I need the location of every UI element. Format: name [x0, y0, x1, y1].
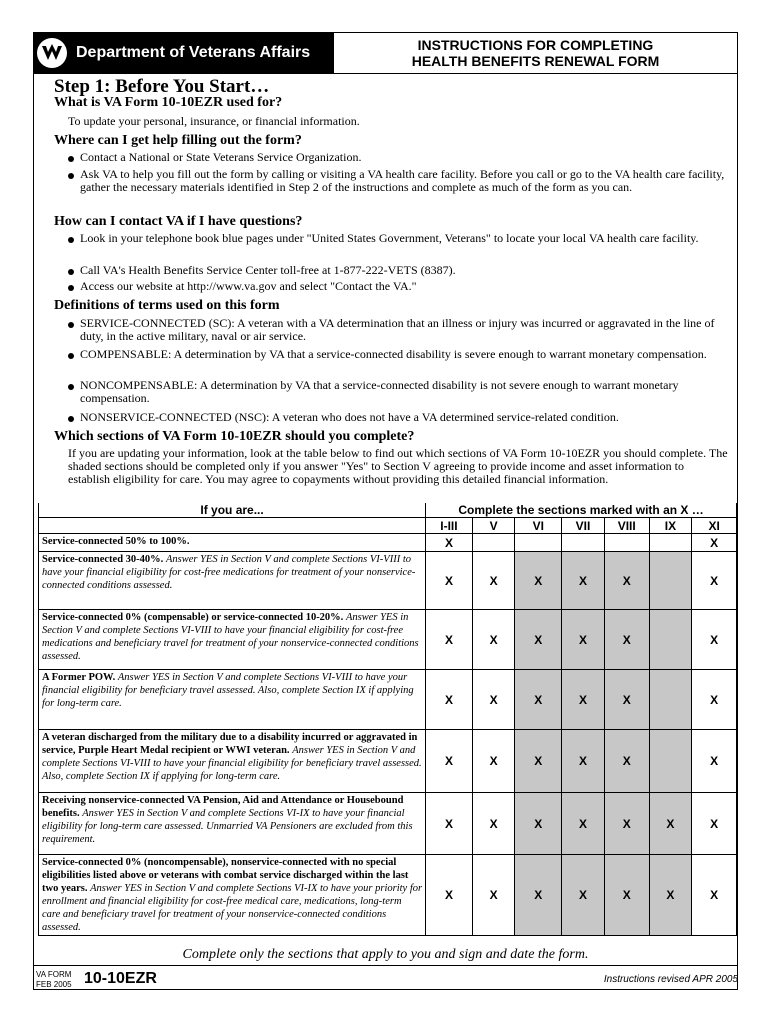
section-mark-cell	[649, 670, 692, 730]
section-mark-cell	[472, 534, 515, 552]
revised-note: Instructions revised APR 2005	[603, 974, 738, 985]
section-mark-cell: X	[562, 552, 605, 610]
contact-bullet-1: Look in your telephone book blue pages under "United States Government, Veterans" to locate your local VA health care facility.	[68, 232, 730, 245]
section-mark-cell: X	[426, 855, 473, 936]
used-for-heading: What is VA Form 10-10EZR used for?	[54, 95, 283, 110]
section-mark-cell	[604, 534, 649, 552]
section-mark-cell: X	[515, 793, 562, 855]
definition-nonservice-connected: NONSERVICE-CONNECTED (NSC): A veteran who does not have a VA determined service-related condition.	[68, 411, 740, 424]
section-mark-cell	[562, 534, 605, 552]
table-row	[39, 552, 737, 610]
section-mark-cell: X	[472, 730, 515, 793]
section-mark-cell	[649, 610, 692, 670]
va-seal-icon	[37, 38, 67, 68]
section-mark-cell: X	[426, 793, 473, 855]
eligibility-cell	[39, 610, 426, 670]
section-mark-cell: X	[562, 793, 605, 855]
section-mark-cell: X	[515, 730, 562, 793]
eligibility-title: Service-connected 0% (noncompensable), nonservice-connected with no special eligibilities listed above or veterans with combat service discharged within the last two years.	[42, 857, 409, 894]
form-title-line1: INSTRUCTIONS FOR COMPLETING	[417, 37, 654, 53]
table-row	[39, 793, 737, 855]
section-mark-cell: X	[562, 670, 605, 730]
complete-header: Complete the sections marked with an X …	[426, 503, 737, 518]
eligibility-title: A Former POW.	[42, 672, 116, 683]
va-form-text: VA FORM	[36, 970, 72, 979]
eligibility-cell	[39, 534, 426, 552]
column-header-row	[39, 518, 737, 534]
definition-noncompensable: NONCOMPENSABLE: A determination by VA that a service-connected disability is not severe enough to warrant monetary compensation.	[68, 379, 740, 405]
eligibility-title: Service-connected 30-40%.	[42, 554, 164, 565]
blank-header-cell	[39, 518, 426, 534]
section-mark-cell: X	[515, 552, 562, 610]
section-mark-cell: X	[692, 855, 737, 936]
eligibility-title: A veteran discharged from the military due to a disability incurred or aggravated in service, Purple Heart Medal recipient or WWI veteran.	[42, 732, 418, 756]
section-mark-cell: X	[562, 855, 605, 936]
form-label	[36, 970, 72, 990]
help-heading: Where can I get help filling out the form?	[54, 133, 302, 148]
eligibility-title: Service-connected 50% to 100%.	[42, 536, 190, 547]
table-row	[39, 534, 737, 552]
bottom-divider	[34, 965, 737, 966]
which-heading: Which sections of VA Form 10-10EZR should you complete?	[54, 429, 415, 444]
section-mark-cell	[649, 730, 692, 793]
section-mark-cell: X	[562, 730, 605, 793]
section-mark-cell: X	[426, 730, 473, 793]
contact-bullet-2: Call VA's Health Benefits Service Center toll-free at 1-877-222-VETS (8387).	[68, 264, 730, 277]
section-mark-cell: X	[472, 855, 515, 936]
eligibility-cell	[39, 730, 426, 793]
form-title-line2: HEALTH BENEFITS RENEWAL FORM	[411, 53, 660, 69]
section-mark-cell	[649, 534, 692, 552]
footnote: Complete only the sections that apply to you and sign and date the form.	[182, 947, 589, 962]
col-header: IX	[649, 518, 692, 534]
section-mark-cell: X	[515, 670, 562, 730]
which-text: If you are updating your information, look at the table below to find out which sections of VA Form 10-10EZR you should complete. The shaded sections should be completed only if you answer "Yes" to Section V agreeing to provide income and asset information to establish eligibility for care. You may agree to copayments without providing this detailed financial information.	[68, 446, 728, 486]
sections-table	[38, 503, 737, 936]
contact-heading: How can I contact VA if I have questions?	[54, 214, 303, 229]
definitions-heading: Definitions of terms used on this form	[54, 298, 280, 313]
section-mark-cell: X	[426, 534, 473, 552]
form-page	[33, 32, 738, 990]
eligibility-note: Answer YES in Section V and complete Sections VI-IX to have your priority for enrollment and financial eligibility for cost-free medical care, medications, long-term care and beneficiary travel for treatment of your nonservice-connected conditions assessed.	[42, 883, 423, 933]
section-mark-cell: X	[472, 793, 515, 855]
eligibility-note: Answer YES in Section V and complete Sections VI-VIII to have your financial eligibility for cost-free medications and beneficiary travel for treatment of your nonservice-connected conditions assessed.	[42, 612, 419, 662]
section-mark-cell: X	[604, 670, 649, 730]
table-body	[39, 534, 737, 936]
col-header: VI	[515, 518, 562, 534]
section-mark-cell: X	[692, 793, 737, 855]
table-row	[39, 670, 737, 730]
eligibility-cell	[39, 793, 426, 855]
section-mark-cell: X	[692, 534, 737, 552]
eligibility-note: Answer YES in Section V and complete Sections VI-VIII to have your financial eligibility for beneficiary travel assessed. Also, complete Section IX if applying for long-term care.	[42, 745, 422, 782]
form-number: 10-10EZR	[84, 970, 157, 987]
section-mark-cell: X	[604, 793, 649, 855]
help-bullet-2: Ask VA to help you fill out the form by calling or visiting a VA health care facility. Before you call or go to the VA health care facility, gather the necessary materials identified in Step 2 of the instructions and complete as much of the form as you can.	[68, 168, 730, 194]
section-mark-cell: X	[515, 610, 562, 670]
section-mark-cell: X	[515, 855, 562, 936]
table-row	[39, 855, 737, 936]
department-banner	[34, 33, 334, 73]
section-mark-cell: X	[426, 670, 473, 730]
col-header: I-III	[426, 518, 473, 534]
section-mark-cell: X	[562, 610, 605, 670]
department-name: Department of Veterans Affairs	[76, 44, 311, 61]
eligibility-note: Answer YES in Section V and complete Sections VI-IX to have your financial eligibility for long-term care assessed. Unmarried VA Pensioners are excluded from this requirement.	[42, 808, 413, 845]
section-mark-cell: X	[426, 610, 473, 670]
section-mark-cell: X	[604, 730, 649, 793]
eligibility-title: Receiving nonservice-connected VA Pension, Aid and Attendance or Housebound benefits.	[42, 795, 404, 819]
section-mark-cell: X	[649, 793, 692, 855]
form-title	[334, 33, 737, 73]
used-for-text: To update your personal, insurance, or financial information.	[68, 114, 360, 128]
form-date: FEB 2005	[36, 980, 72, 989]
section-mark-cell: X	[472, 610, 515, 670]
section-mark-cell: X	[472, 552, 515, 610]
col-header: XI	[692, 518, 737, 534]
section-mark-cell: X	[604, 552, 649, 610]
section-mark-cell	[515, 534, 562, 552]
definition-compensable: COMPENSABLE: A determination by VA that a service-connected disability is severe enough to warrant monetary compensation.	[68, 348, 740, 361]
table-row	[39, 730, 737, 793]
section-mark-cell: X	[426, 552, 473, 610]
section-mark-cell: X	[692, 730, 737, 793]
header-divider	[34, 73, 737, 74]
section-mark-cell: X	[472, 670, 515, 730]
section-mark-cell: X	[604, 610, 649, 670]
step-heading: Step 1: Before You Start…	[54, 76, 270, 97]
table-row	[39, 610, 737, 670]
definition-service-connected: SERVICE-CONNECTED (SC): A veteran with a VA determination that an illness or injury was incurred or aggravated in the line of duty, in the active military, naval or air service.	[68, 317, 740, 343]
section-mark-cell: X	[692, 552, 737, 610]
if-you-are-header: If you are...	[39, 503, 426, 518]
help-bullet-1: Contact a National or State Veterans Service Organization.	[68, 151, 730, 164]
eligibility-title: Service-connected 0% (compensable) or service-connected 10-20%.	[42, 612, 344, 623]
col-header: V	[472, 518, 515, 534]
section-mark-cell: X	[692, 670, 737, 730]
col-header: VIII	[604, 518, 649, 534]
eligibility-cell	[39, 670, 426, 730]
eligibility-cell	[39, 855, 426, 936]
section-mark-cell: X	[692, 610, 737, 670]
eligibility-note: Answer YES in Section V and complete Sections VI-VIII to have your financial eligibility for beneficiary travel assessed. Also, complete Section IX if applying for long-term care.	[42, 672, 414, 709]
section-mark-cell: X	[604, 855, 649, 936]
col-header: VII	[562, 518, 605, 534]
section-mark-cell	[649, 552, 692, 610]
contact-bullet-3: Access our website at http://www.va.gov and select "Contact the VA."	[68, 280, 730, 293]
eligibility-cell	[39, 552, 426, 610]
eligibility-note: Answer YES in Section V and complete Sections VI-VIII to have your financial eligibility for cost-free medications for treatment of your nonservice-connected conditions assessed.	[42, 554, 416, 591]
section-mark-cell: X	[649, 855, 692, 936]
